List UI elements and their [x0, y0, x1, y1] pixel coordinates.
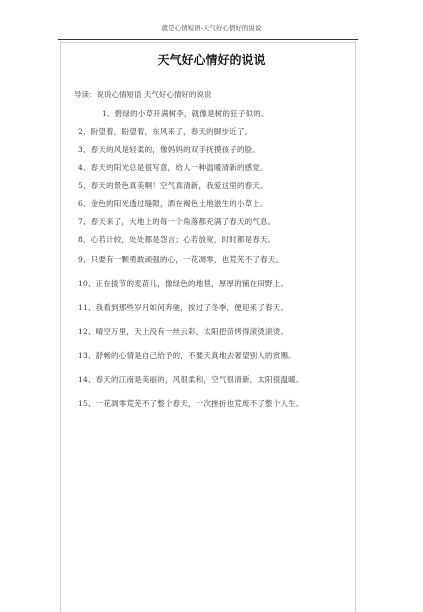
list-item: 6、金色的阳光透过缝隙，洒在褐色土地滋生的小草上。 [78, 199, 268, 208]
document-body [66, 90, 352, 420]
document-title: 天气好心情好的说说 [157, 53, 266, 67]
list-item: 4、春天的阳光总是很写意，给人一种温暖清新的感觉。 [78, 163, 268, 172]
list-item: 15、一花凋零荒芜不了整个春天，一次挫折也荒废不了整个人生。 [78, 399, 304, 408]
running-header: 就是心情短语-天气好心情好的说说 [161, 24, 262, 32]
list-item: 11、我看到那些岁月如何奔驰，挨过了冬季，便迎来了春天。 [78, 303, 289, 312]
list-item: 9、只要有一颗勇敢顽强的心，一花凋零，也荒芜不了春天。 [78, 255, 284, 264]
list-item: 13、舒畅的心情是自己给予的，不要天真地去奢望别人的赏赐。 [78, 351, 296, 360]
list-item: 14、春天的江南是美丽的，风很柔和，空气很清新，太阳很温暖。 [78, 375, 304, 384]
list-item: 1、碧绿的小草开满树李，就像是树的狂子似的。 [102, 109, 269, 118]
list-item: 3、春天的风是轻柔的，像妈妈的双手抚摸孩子的脸。 [78, 145, 261, 154]
intro-line: 导读：说说心情短语 天气好心情好的说说 [74, 90, 212, 99]
list-item: 8、心若计较，处处都是怨言；心若放宽，时时都是春天。 [78, 235, 276, 244]
list-item: 10、正在拔节的麦苗儿，像绿色的地毯，厚厚的铺在田野上。 [78, 279, 289, 288]
list-item: 7、春天来了，大地上的每一个角落都充满了春天的气息。 [78, 217, 276, 226]
list-item: 12、晴空万里，天上没有一丝云彩，太阳把苗烤得滚烫滚烫。 [78, 327, 289, 336]
list-item: 2、盼望着，盼望着，东风来了，春天的脚步近了。 [78, 127, 253, 136]
list-item: 5、春天的景色真美啊！空气真清新，我爱这里的春天。 [78, 181, 268, 190]
header-rule [58, 39, 358, 40]
